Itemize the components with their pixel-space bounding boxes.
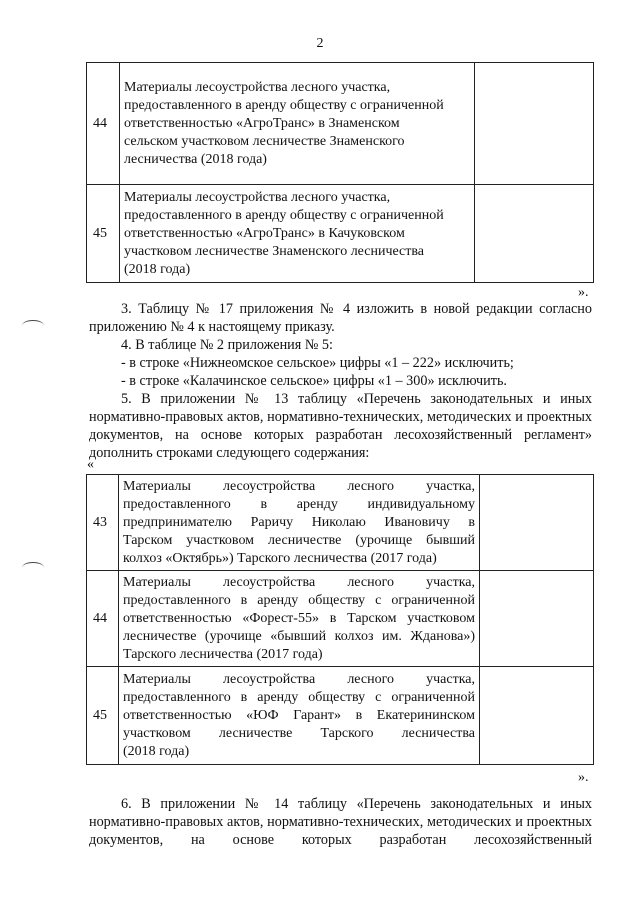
description-line: Материалы лесоустройства лесного участка,: [124, 189, 391, 205]
table-row: [87, 667, 594, 765]
description-line: предпринимателю Раричу Николаю Ивановичу в: [123, 514, 475, 530]
empty-cell: [480, 571, 594, 667]
description-line: сельском участковом лесничестве Знаменского: [124, 133, 405, 149]
empty-cell: [475, 185, 594, 283]
description-line: участковом лесничестве Знаменского лесничества: [124, 243, 425, 259]
description-line: Материалы лесоустройства лесного участка,: [124, 79, 391, 95]
opening-quote: «: [87, 457, 94, 472]
description-line: колхоз «Октябрь») Тарского лесничества (2017 года): [123, 550, 437, 566]
row-description: [120, 185, 475, 283]
description-line: участковом лесничестве Тарского лесничества: [123, 725, 475, 741]
margin-scan-mark: [22, 320, 44, 331]
description-line: предоставленного в аренду обществу с ограниченной: [124, 97, 444, 113]
row-number: 45: [87, 185, 120, 283]
description-line: ответственностью «АгроТранс» в Знаменском: [124, 115, 400, 131]
description-line: (2018 года): [124, 261, 191, 277]
paragraph-4-item-1: - в строке «Нижнеомское сельское» цифры «1 – 222» исключить;: [121, 355, 514, 371]
row-number: 44: [87, 63, 120, 185]
paragraph-6: 6. В приложении № 14 таблицу «Перечень законодательных и иных нормативно-правовых актов, нормативно-технических, методических и проектных документов, на основе которых разработан лесохозяйственный: [89, 796, 592, 848]
description-line: Тарском участковом лесничестве (урочище бывший: [123, 532, 475, 548]
closing-quote: ».: [578, 770, 589, 785]
page-number: 2: [316, 36, 324, 51]
paragraph-4-item-2: - в строке «Калачинское сельское» цифры «1 – 300» исключить.: [121, 373, 507, 389]
row-number: 45: [87, 667, 119, 765]
paragraph-3: 3. Таблицу № 17 приложения № 4 изложить в новой редакции согласно приложению № 4 к настоящему приказу.: [89, 301, 592, 335]
closing-quote: ».: [578, 285, 589, 300]
description-line: лесничества (2018 года): [124, 151, 267, 167]
description-line: лесничестве (урочище «бывший колхоз им. Жданова»): [123, 628, 475, 644]
empty-cell: [475, 63, 594, 185]
description-line: Материалы лесоустройства лесного участка,: [123, 478, 475, 494]
description-line: Материалы лесоустройства лесного участка,: [123, 574, 475, 590]
row-description: [119, 475, 480, 571]
empty-cell: [480, 667, 594, 765]
description-line: Материалы лесоустройства лесного участка,: [123, 671, 475, 687]
row-description: [119, 667, 480, 765]
table-row: [87, 185, 594, 283]
description-line: предоставленного в аренду обществу с ограниченной: [123, 689, 475, 705]
description-line: (2018 года): [123, 743, 190, 759]
empty-cell: [480, 475, 594, 571]
description-line: предоставленного в аренду обществу с ограниченной: [124, 207, 444, 223]
row-number: 44: [87, 571, 119, 667]
description-line: ответственностью «АгроТранс» в Качуковском: [124, 225, 405, 241]
table-row: [87, 571, 594, 667]
table-continuation: [86, 62, 594, 283]
row-number: 43: [87, 475, 119, 571]
description-line: Тарского лесничества (2017 года): [123, 646, 323, 662]
row-description: [119, 571, 480, 667]
paragraph-5: 5. В приложении № 13 таблицу «Перечень законодательных и иных нормативно-правовых актов, нормативно-технических, методических и проектных документов, на основе которых разработан лесохозяйственный регламент» дополнить строками следующего содержания:: [89, 391, 592, 461]
description-line: ответственностью «Форест-55» в Тарском участковом: [123, 610, 475, 626]
description-line: предоставленного в аренду индивидуальному: [123, 496, 475, 512]
margin-scan-mark: [22, 562, 44, 573]
paragraph-4: 4. В таблице № 2 приложения № 5:: [121, 337, 333, 353]
table-row: [87, 475, 594, 571]
row-description: [120, 63, 475, 185]
description-line: ответственностью «ЮФ Гарант» в Екатерининском: [123, 707, 475, 723]
description-line: предоставленного в аренду обществу с ограниченной: [123, 592, 475, 608]
table-row: [87, 63, 594, 185]
table-addition: [86, 474, 594, 765]
